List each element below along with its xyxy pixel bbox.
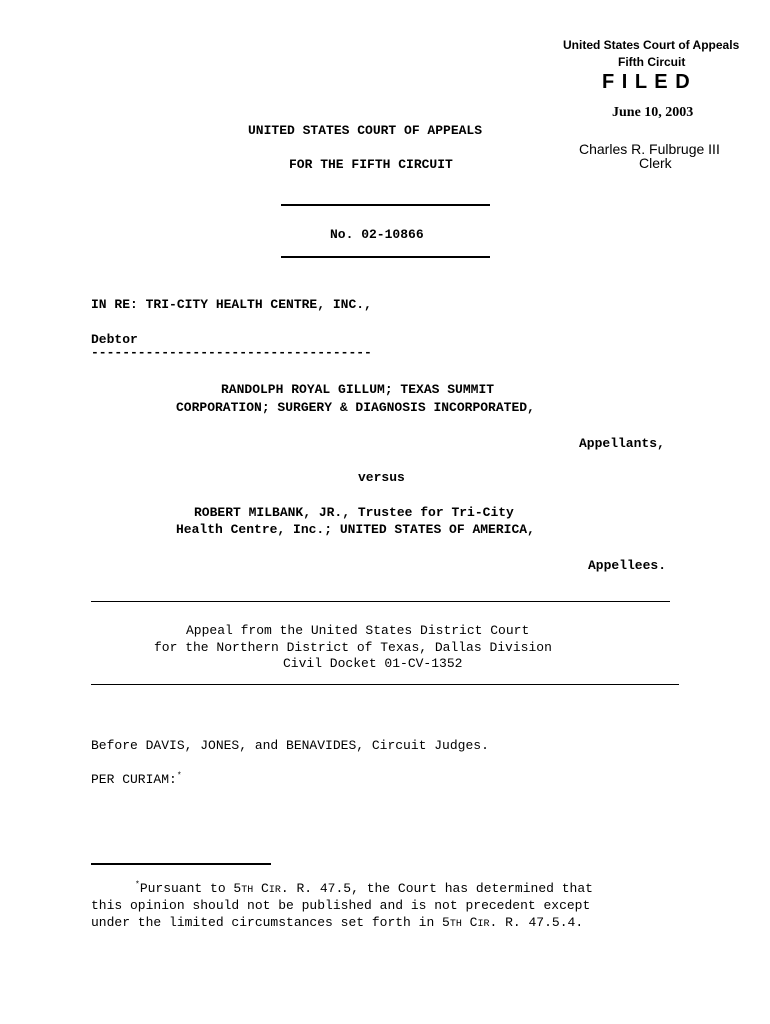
stamp-date: June 10, 2003 bbox=[612, 105, 694, 120]
stamp-circuit: Fifth Circuit bbox=[618, 55, 686, 69]
appellants-role: Appellants, bbox=[579, 436, 665, 451]
footnote-text-3b: . R. 47.5.4. bbox=[489, 915, 584, 930]
appeal-rule-bottom bbox=[91, 684, 679, 685]
stamp-filed: F I L E D bbox=[602, 71, 691, 93]
footnote-th-2: TH bbox=[449, 919, 462, 930]
in-re-line: IN RE: TRI-CITY HEALTH CENTRE, INC., bbox=[91, 297, 372, 312]
footnote-reference: * bbox=[176, 771, 182, 781]
footnote-th-1: TH bbox=[241, 885, 254, 896]
footnote-text-1a: Pursuant to 5 bbox=[139, 881, 242, 896]
footnote-mark: * bbox=[135, 880, 140, 890]
panel-line: Before DAVIS, JONES, and BENAVIDES, Circuit Judges. bbox=[91, 738, 489, 753]
appellees-names-line2: Health Centre, Inc.; UNITED STATES OF AMERICA, bbox=[176, 522, 535, 537]
case-number: No. 02-10866 bbox=[330, 227, 424, 242]
circuit-heading: FOR THE FIFTH CIRCUIT bbox=[289, 157, 453, 172]
footnote-line1 bbox=[91, 881, 593, 896]
footnote-text-3a: under the limited circumstances set forth in 5 bbox=[91, 915, 450, 930]
footnote-cir-rest-2: IR bbox=[477, 919, 490, 930]
appeal-line2: for the Northern District of Texas, Dallas Division bbox=[154, 640, 552, 655]
debtor-label: Debtor bbox=[91, 332, 138, 347]
footnote-cir-c-1: C bbox=[253, 881, 269, 896]
appellants-names-line1: RANDOLPH ROYAL GILLUM; TEXAS SUMMIT bbox=[221, 382, 495, 397]
stamp-court: United States Court of Appeals bbox=[563, 38, 740, 52]
appeal-line1: Appeal from the United States District Court bbox=[186, 623, 530, 638]
appellees-role: Appellees. bbox=[588, 558, 667, 573]
per-curiam-line bbox=[91, 772, 182, 787]
versus-label: versus bbox=[358, 470, 405, 485]
stamp-clerk-name: Charles R. Fulbruge III bbox=[579, 141, 720, 157]
stamp-clerk-title: Clerk bbox=[639, 155, 672, 171]
case-number-rule-top bbox=[281, 204, 490, 206]
court-heading: UNITED STATES COURT OF APPEALS bbox=[248, 123, 483, 138]
appellants-names-line2: CORPORATION; SURGERY & DIAGNOSIS INCORPORATED, bbox=[176, 400, 535, 415]
footnote-cir-c-2: C bbox=[461, 915, 478, 930]
case-number-rule-bottom bbox=[281, 256, 490, 258]
footnote-cir-rest-1: IR bbox=[268, 885, 281, 896]
footnote-text-1b: . R. 47.5, the Court has determined that bbox=[280, 881, 593, 896]
dash-separator: ------------------------------------ bbox=[91, 345, 372, 360]
footnote-line3 bbox=[91, 915, 583, 930]
footnote-line2: this opinion should not be published and is not precedent except bbox=[91, 898, 591, 913]
footnote-separator bbox=[91, 863, 271, 865]
appeal-line3: Civil Docket 01-CV-1352 bbox=[283, 656, 463, 671]
per-curiam-text: PER CURIAM: bbox=[91, 772, 177, 787]
appellees-names-line1: ROBERT MILBANK, JR., Trustee for Tri-City bbox=[194, 505, 514, 520]
appeal-rule-top bbox=[91, 601, 670, 602]
